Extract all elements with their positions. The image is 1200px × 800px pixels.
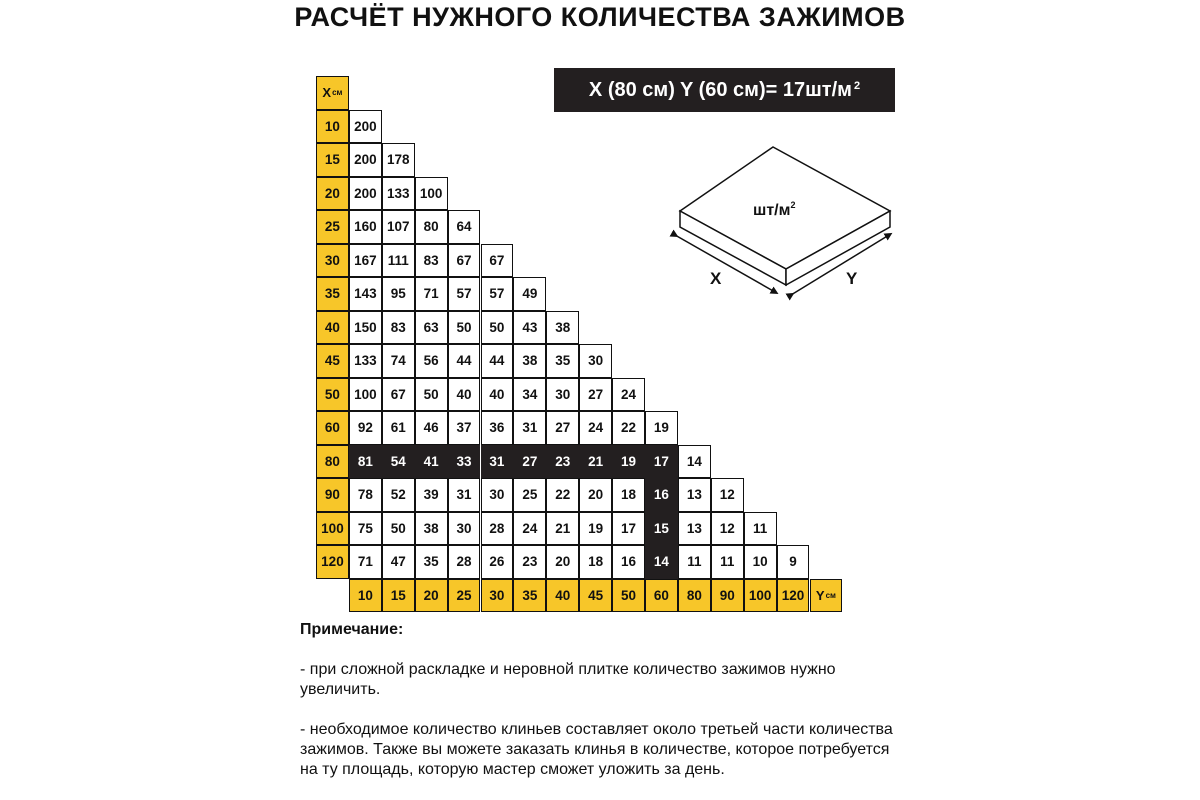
- y-value-cell: 100: [744, 579, 777, 613]
- table-value-cell: 28: [481, 512, 514, 546]
- y-value-cell: 45: [579, 579, 612, 613]
- table-value-cell: 92: [349, 411, 382, 445]
- x-value-cell: 45: [316, 344, 349, 378]
- y-axis-letter: Y: [815, 587, 825, 603]
- x-axis-unit: см: [332, 88, 343, 98]
- table-value-cell: 13: [678, 512, 711, 546]
- table-value-cell: 23: [513, 545, 546, 579]
- highlighted-value-cell: 41: [415, 445, 448, 479]
- table-value-cell: 67: [448, 244, 481, 278]
- table-value-cell: 18: [612, 478, 645, 512]
- table-value-cell: 67: [382, 378, 415, 412]
- table-value-cell: 24: [579, 411, 612, 445]
- table-value-cell: 71: [415, 277, 448, 311]
- table-value-cell: 160: [349, 210, 382, 244]
- table-value-cell: 27: [579, 378, 612, 412]
- table-value-cell: 50: [382, 512, 415, 546]
- y-value-cell: 80: [678, 579, 711, 613]
- highlighted-value-cell: 33: [448, 445, 481, 479]
- y-value-cell: 15: [382, 579, 415, 613]
- table-value-cell: 44: [481, 344, 514, 378]
- table-value-cell: 100: [349, 378, 382, 412]
- x-axis-letter: X: [322, 85, 332, 101]
- x-value-cell: 30: [316, 244, 349, 278]
- table-value-cell: 200: [349, 110, 382, 144]
- table-value-cell: 38: [546, 311, 579, 345]
- highlighted-value-cell: 14: [645, 545, 678, 579]
- highlighted-value-cell: 21: [579, 445, 612, 479]
- table-value-cell: 83: [382, 311, 415, 345]
- table-value-cell: 24: [612, 378, 645, 412]
- y-value-cell: 90: [711, 579, 744, 613]
- table-value-cell: 100: [415, 177, 448, 211]
- y-value-cell: 50: [612, 579, 645, 613]
- table-value-cell: 150: [349, 311, 382, 345]
- y-value-cell: 20: [415, 579, 448, 613]
- table-value-cell: 17: [612, 512, 645, 546]
- highlighted-value-cell: 16: [645, 478, 678, 512]
- x-value-cell: 120: [316, 545, 349, 579]
- table-value-cell: 40: [481, 378, 514, 412]
- table-value-cell: 40: [448, 378, 481, 412]
- table-value-cell: 95: [382, 277, 415, 311]
- highlighted-value-cell: 27: [513, 445, 546, 479]
- table-value-cell: 56: [415, 344, 448, 378]
- table-value-cell: 64: [448, 210, 481, 244]
- table-value-cell: 28: [448, 545, 481, 579]
- table-value-cell: 22: [546, 478, 579, 512]
- table-value-cell: 20: [546, 545, 579, 579]
- table-value-cell: 19: [645, 411, 678, 445]
- table-value-cell: 167: [349, 244, 382, 278]
- y-value-cell: 25: [448, 579, 481, 613]
- table-value-cell: 61: [382, 411, 415, 445]
- table-value-cell: 44: [448, 344, 481, 378]
- table-value-cell: 50: [415, 378, 448, 412]
- table-value-cell: 31: [448, 478, 481, 512]
- x-value-cell: 60: [316, 411, 349, 445]
- table-value-cell: 50: [481, 311, 514, 345]
- highlighted-value-cell: 17: [645, 445, 678, 479]
- table-value-cell: 12: [711, 478, 744, 512]
- highlighted-value-cell: 15: [645, 512, 678, 546]
- example-formula: [554, 68, 895, 112]
- table-value-cell: 14: [678, 445, 711, 479]
- table-value-cell: 49: [513, 277, 546, 311]
- table-value-cell: 38: [513, 344, 546, 378]
- table-value-cell: 200: [349, 177, 382, 211]
- highlighted-value-cell: 81: [349, 445, 382, 479]
- x-value-cell: 90: [316, 478, 349, 512]
- formula-text: X (80 см) Y (60 см)= 17шт/м: [588, 78, 852, 101]
- table-value-cell: 52: [382, 478, 415, 512]
- table-value-cell: 178: [382, 143, 415, 177]
- table-value-cell: 30: [579, 344, 612, 378]
- table-value-cell: 11: [744, 512, 777, 546]
- table-value-cell: 111: [382, 244, 415, 278]
- y-value-cell: 30: [481, 579, 514, 613]
- x-value-cell: 25: [316, 210, 349, 244]
- y-value-cell: 40: [546, 579, 579, 613]
- highlighted-value-cell: 19: [612, 445, 645, 479]
- highlighted-value-cell: 31: [481, 445, 514, 479]
- table-value-cell: 74: [382, 344, 415, 378]
- tile-diagram: [665, 135, 905, 310]
- y-value-cell: 35: [513, 579, 546, 613]
- table-value-cell: 25: [513, 478, 546, 512]
- notes-heading: Примечание:: [300, 621, 404, 638]
- table-value-cell: 57: [481, 277, 514, 311]
- table-value-cell: 80: [415, 210, 448, 244]
- table-value-cell: 30: [481, 478, 514, 512]
- table-value-cell: 24: [513, 512, 546, 546]
- table-value-cell: 57: [448, 277, 481, 311]
- table-value-cell: 16: [612, 545, 645, 579]
- table-value-cell: 63: [415, 311, 448, 345]
- page-title: РАСЧЁТ НУЖНОГО КОЛИЧЕСТВА ЗАЖИМОВ: [294, 2, 906, 32]
- table-value-cell: 22: [612, 411, 645, 445]
- table-value-cell: 13: [678, 478, 711, 512]
- table-value-cell: 21: [546, 512, 579, 546]
- highlighted-value-cell: 23: [546, 445, 579, 479]
- y-axis-unit: см: [825, 590, 836, 600]
- y-value-cell: 60: [645, 579, 678, 613]
- table-value-cell: 83: [415, 244, 448, 278]
- table-value-cell: 75: [349, 512, 382, 546]
- table-value-cell: 37: [448, 411, 481, 445]
- y-axis-label: Y: [846, 269, 858, 288]
- table-value-cell: 78: [349, 478, 382, 512]
- x-value-cell: 15: [316, 143, 349, 177]
- note-item-2: - необходимое количество клиньев составляет около третьей части количества зажимов. Также вы можете заказать клинья в количестве, которое потребуется на ту площадь, которую мастер сможет уложить за день.: [300, 721, 893, 778]
- table-value-cell: 39: [415, 478, 448, 512]
- table-value-cell: 50: [448, 311, 481, 345]
- x-axis-label: X: [710, 269, 722, 288]
- x-value-cell: 80: [316, 445, 349, 479]
- table-value-cell: 11: [678, 545, 711, 579]
- table-value-cell: 46: [415, 411, 448, 445]
- y-value-cell: 120: [777, 579, 810, 613]
- note-item-1: - при сложной раскладке и неровной плитке количество зажимов нужно увеличить.: [300, 661, 836, 698]
- table-value-cell: 34: [513, 378, 546, 412]
- formula-superscript: 2: [853, 80, 861, 92]
- x-value-cell: 100: [316, 512, 349, 546]
- table-value-cell: 9: [777, 545, 810, 579]
- table-value-cell: 67: [481, 244, 514, 278]
- table-value-cell: 35: [546, 344, 579, 378]
- x-value-cell: 10: [316, 110, 349, 144]
- table-value-cell: 31: [513, 411, 546, 445]
- table-value-cell: 107: [382, 210, 415, 244]
- table-value-cell: 30: [546, 378, 579, 412]
- x-value-cell: 40: [316, 311, 349, 345]
- highlighted-value-cell: 54: [382, 445, 415, 479]
- table-value-cell: 27: [546, 411, 579, 445]
- x-value-cell: 35: [316, 277, 349, 311]
- table-value-cell: 38: [415, 512, 448, 546]
- table-value-cell: 18: [579, 545, 612, 579]
- x-value-cell: 50: [316, 378, 349, 412]
- table-value-cell: 36: [481, 411, 514, 445]
- table-value-cell: 43: [513, 311, 546, 345]
- table-value-cell: 12: [711, 512, 744, 546]
- x-axis-header: [316, 76, 349, 110]
- table-value-cell: 26: [481, 545, 514, 579]
- table-value-cell: 71: [349, 545, 382, 579]
- table-value-cell: 11: [711, 545, 744, 579]
- table-value-cell: 20: [579, 478, 612, 512]
- tile-face-label: $шт/м^2$: [753, 200, 796, 219]
- table-value-cell: 35: [415, 545, 448, 579]
- table-value-cell: 19: [579, 512, 612, 546]
- table-value-cell: 133: [382, 177, 415, 211]
- table-value-cell: 47: [382, 545, 415, 579]
- table-value-cell: 200: [349, 143, 382, 177]
- y-value-cell: 10: [349, 579, 382, 613]
- table-value-cell: 133: [349, 344, 382, 378]
- notes-section: [300, 620, 900, 780]
- table-value-cell: 143: [349, 277, 382, 311]
- y-axis-header: [810, 579, 843, 613]
- table-value-cell: 30: [448, 512, 481, 546]
- x-value-cell: 20: [316, 177, 349, 211]
- table-value-cell: 10: [744, 545, 777, 579]
